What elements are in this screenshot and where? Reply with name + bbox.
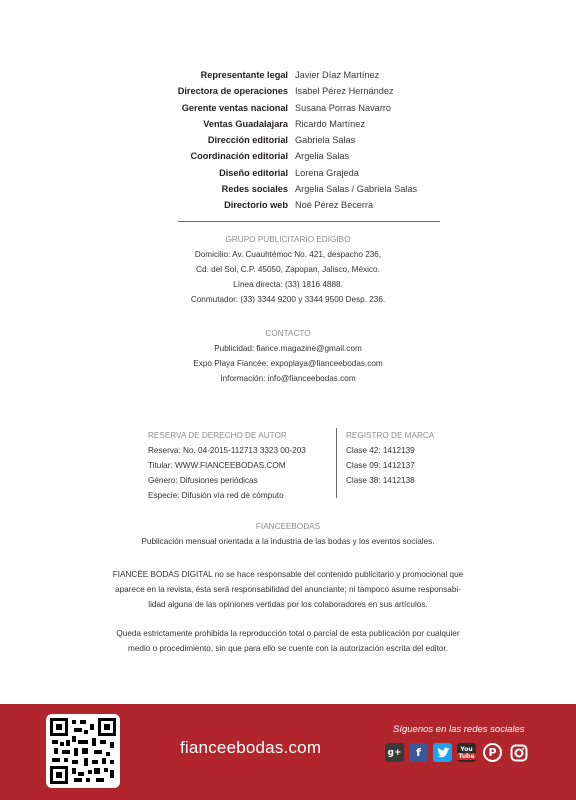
social-label: Síguenos en las redes sociales xyxy=(393,724,525,735)
youtube-icon[interactable]: You Tube xyxy=(457,743,476,762)
trademark-line: Clase 38: 1412138 xyxy=(346,476,415,485)
staff-role: Gerente ventas nacional xyxy=(181,102,288,113)
group-line: Línea directa: (33) 1816 4888. xyxy=(233,280,343,289)
vertical-divider xyxy=(336,428,337,498)
trademark-line: Clase 09: 1412137 xyxy=(346,461,415,470)
contact-line: Publicidad: fiance.magazine@gmail.com xyxy=(214,344,362,353)
trademark-line: Clase 42: 1412139 xyxy=(346,446,415,455)
staff-name: Lorena Grajeda xyxy=(295,167,359,178)
staff-name: Ricardo Martínez xyxy=(295,118,365,129)
staff-row xyxy=(0,83,576,99)
about-text: Publicación mensual orientada a la industria de las bodas y los eventos sociales. xyxy=(141,537,435,546)
disclaimer-line: FIANCÉE BODAS DIGITAL no se hace responsable del contenido publicitario y promocional que xyxy=(112,570,464,579)
staff-row xyxy=(0,67,576,83)
website-link[interactable]: fianceebodas.com xyxy=(180,738,322,757)
group-title: GRUPO PUBLICITARIO EDIGIBO xyxy=(225,235,351,244)
staff-role: Diseño editorial xyxy=(219,167,288,178)
social-icons xyxy=(385,743,528,762)
group-line: Cd. del Sol, C.P. 45050, Zapopan, Jalisco, México. xyxy=(196,265,380,274)
qr-code-icon xyxy=(50,718,116,784)
staff-role: Directorio web xyxy=(224,200,288,211)
staff-name: Noé Pérez Becerra xyxy=(295,200,374,211)
google-plus-icon[interactable]: g+ xyxy=(385,743,404,762)
about-block xyxy=(0,519,576,549)
group-line: Conmutador: (33) 3344 9200 y 3344 9500 Desp. 236. xyxy=(190,295,386,304)
staff-name: Javier Díaz Martínez xyxy=(295,70,380,80)
reserve-title: RESERVA DE DERECHO DE AUTOR xyxy=(148,431,287,440)
reserve-line: Reserva: No. 04-2015-112713 3323 00-203 xyxy=(148,446,306,455)
prohibition-line: medio o procedimiento, sin que para ello se cuente con la autorización escrita del editor. xyxy=(128,644,448,653)
staff-name: Argelia Salas xyxy=(295,151,350,162)
disclaimer-line: lidad alguna de las opiniones vertidas por los colaboradores en sus artículos. xyxy=(148,600,428,609)
disclaimer xyxy=(0,567,576,612)
contact-line: Expo Playa Fiancée: expoplaya@fianceebodas.com xyxy=(193,359,383,368)
staff-name: Gabriela Salas xyxy=(295,135,356,146)
staff-row xyxy=(0,165,576,181)
contact-block xyxy=(0,326,576,386)
staff-row xyxy=(0,116,576,132)
staff-role: Ventas Guadalajara xyxy=(203,118,288,129)
staff-role: Redes sociales xyxy=(221,184,288,195)
staff-name: Susana Porras Navarro xyxy=(295,102,392,113)
staff-role: Representante legal xyxy=(200,70,288,80)
twitter-icon[interactable] xyxy=(433,743,452,762)
staff-role: Coordinación editorial xyxy=(190,151,288,162)
staff-row xyxy=(0,148,576,164)
copyright-reserve xyxy=(148,428,338,503)
contact-title: CONTACTO xyxy=(265,329,311,338)
pinterest-icon[interactable]: P xyxy=(483,743,502,762)
contact-line: Información: info@fianceebodas.com xyxy=(220,374,356,383)
reserve-line: Titular: WWW.FIANCEEBODAS.COM xyxy=(148,461,286,470)
staff-name: Isabel Pérez Hernández xyxy=(295,86,394,97)
reserve-line: Género: Difusiones periódicas xyxy=(148,476,258,485)
reserve-line: Especie: Difusión vía red de cómputo xyxy=(148,491,284,500)
facebook-icon[interactable]: f xyxy=(409,743,428,762)
trademark-registry xyxy=(346,428,496,488)
staff-role: Dirección editorial xyxy=(207,135,288,146)
divider xyxy=(178,221,440,222)
staff-row xyxy=(0,197,576,213)
staff-row xyxy=(0,100,576,116)
qr-code[interactable] xyxy=(46,714,120,788)
footer-bar xyxy=(0,704,576,800)
staff-row xyxy=(0,181,576,197)
prohibition-line: Queda estrictamente prohibida la reproducción total o parcial de esta publicación por cualquier xyxy=(116,629,460,638)
staff-row xyxy=(0,132,576,148)
staff-role: Directora de operaciones xyxy=(177,86,288,97)
disclaimer-line: aparece en la revista, ésta será responsabilidad del anunciante; ni tampoco asume responsabi- xyxy=(115,585,461,594)
about-title: FIANCEEBODAS xyxy=(255,522,321,531)
staff-directory xyxy=(0,67,576,214)
instagram-icon[interactable] xyxy=(509,743,528,762)
group-block xyxy=(0,232,576,307)
group-line: Domicilio: Av. Cuauhtémoc No. 421, despacho 236, xyxy=(194,250,382,259)
prohibition-notice xyxy=(0,626,576,656)
staff-name: Argelia Salas / Gabriela Salas xyxy=(295,184,418,195)
trademark-title: REGISTRO DE MARCA xyxy=(346,431,435,440)
